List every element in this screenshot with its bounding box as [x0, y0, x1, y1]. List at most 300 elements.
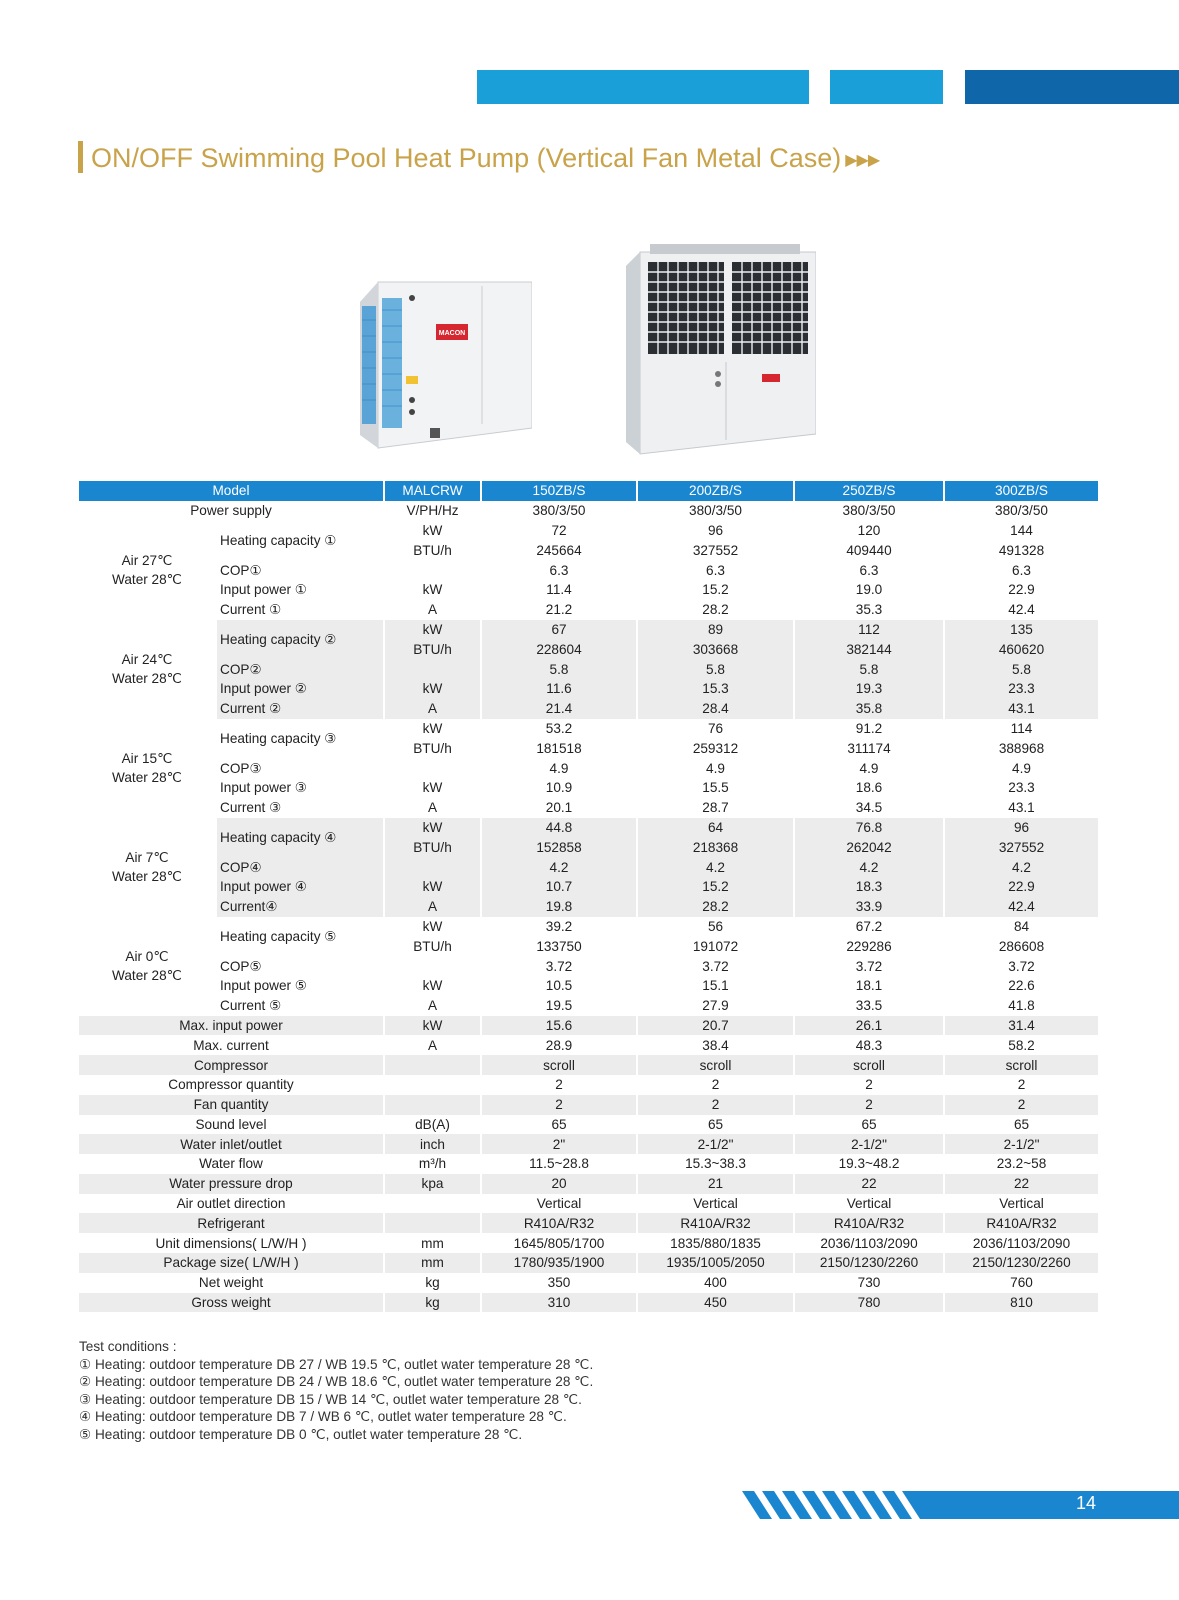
row-label: Water pressure drop	[79, 1174, 384, 1194]
header-cell: 200ZB/S	[637, 481, 794, 501]
table-cell: 20	[481, 1174, 637, 1194]
row-label: Heating capacity ③	[216, 719, 384, 759]
test-conditions-notes	[79, 1338, 593, 1444]
table-cell: 28.9	[481, 1035, 637, 1055]
table-cell: scroll	[944, 1055, 1098, 1075]
table-cell: 2	[794, 1095, 944, 1115]
unit-cell	[384, 560, 481, 580]
table-cell: 15.6	[481, 1016, 637, 1036]
table-cell: 22.6	[1008, 978, 1035, 994]
table-cell: 43.1	[1008, 800, 1035, 816]
table-cell: 112	[794, 620, 944, 640]
unit-cell: kW	[384, 1016, 481, 1036]
row-label: Net weight	[79, 1273, 384, 1293]
table-cell: 22.9	[1008, 582, 1035, 598]
condition-water: Water 28℃	[112, 572, 182, 588]
unit-cell	[384, 1075, 481, 1095]
table-cell: 18.3	[794, 877, 944, 897]
arrows-icon: ▶▶▶	[845, 152, 880, 169]
table-cell: 1645/805/1700	[481, 1233, 637, 1253]
table-cell: 2	[481, 1095, 637, 1115]
table-cell: 144	[1010, 522, 1033, 538]
table-cell: 22.9	[944, 877, 1098, 897]
table-cell: 4.2	[944, 857, 1098, 877]
unit-cell: A	[384, 1035, 481, 1055]
table-cell: 11.5~28.8	[481, 1154, 637, 1174]
row-label: Heating capacity ④	[216, 818, 384, 858]
unit-cell: kW	[384, 877, 481, 897]
table-row	[79, 580, 1098, 600]
table-cell: 28.4	[637, 699, 794, 719]
row-label: Package size( L/W/H )	[79, 1253, 384, 1273]
table-cell: 20.7	[637, 1016, 794, 1036]
table-cell: 11.4	[481, 580, 637, 600]
table-row	[79, 1174, 1098, 1194]
table-cell: 4.2	[637, 857, 794, 877]
table-row	[79, 1213, 1098, 1233]
row-label: Heating capacity ①	[216, 521, 384, 561]
condition-air: Air 0℃	[125, 949, 169, 965]
table-cell: 65	[794, 1115, 944, 1135]
table-cell: 133750	[481, 936, 637, 956]
unit-cell: BTU/h	[384, 936, 481, 956]
table-cell: 2	[481, 1075, 637, 1095]
table-cell: 15.2	[637, 580, 794, 600]
unit-cell: kW	[384, 976, 481, 996]
row-label: Max. current	[79, 1035, 384, 1055]
condition-cell	[79, 818, 216, 917]
unit-cell: BTU/h	[384, 738, 481, 758]
table-cell: 4.2	[481, 857, 637, 877]
table-cell: 15.2	[637, 877, 794, 897]
table-row	[79, 1134, 1098, 1154]
table-row	[79, 1035, 1098, 1055]
table-cell: 38.4	[637, 1035, 794, 1055]
header-cell: 150ZB/S	[481, 481, 637, 501]
table-cell: 35.3	[794, 600, 944, 620]
table-row	[79, 1154, 1098, 1174]
condition-air: Air 15℃	[121, 751, 173, 767]
table-cell: 15.1	[637, 976, 794, 996]
table-cell: 2	[944, 1095, 1098, 1115]
table-cell: 191072	[637, 936, 794, 956]
table-cell: 67.2	[794, 917, 944, 937]
table-row	[79, 758, 1098, 778]
condition-air: Air 24℃	[121, 652, 173, 668]
unit-cell	[384, 1213, 481, 1233]
table-cell: 245664	[481, 540, 637, 560]
table-cell: Vertical	[637, 1194, 794, 1214]
table-cell: 10.7	[481, 877, 637, 897]
table-cell: 42.4	[944, 897, 1098, 917]
condition-cell	[79, 917, 216, 1016]
table-cell: 400	[637, 1273, 794, 1293]
table-cell: 181518	[481, 738, 637, 758]
unit-cell: kW	[384, 580, 481, 600]
row-label: Sound level	[79, 1115, 384, 1135]
row-label: COP⑤	[216, 956, 384, 976]
table-cell: 76	[637, 719, 794, 739]
header-bar-right	[965, 70, 1179, 104]
table-cell: 67	[481, 620, 637, 640]
table-row	[79, 877, 1098, 897]
row-label: Current ②	[216, 699, 384, 719]
table-row	[79, 1075, 1098, 1095]
table-cell: 4.9	[637, 758, 794, 778]
table-cell: 229286	[794, 936, 944, 956]
table-row	[79, 818, 1098, 838]
table-row	[79, 1273, 1098, 1293]
heat-pump-unit-image-large	[626, 244, 816, 456]
table-cell: 327552	[944, 837, 1098, 857]
table-cell: V/PH/Hz	[384, 501, 481, 521]
table-cell: 23.3	[944, 679, 1098, 699]
row-label: Gross weight	[79, 1293, 384, 1313]
table-cell: 89	[637, 620, 794, 640]
unit-cell: kg	[384, 1293, 481, 1313]
table-cell: 6.3	[637, 560, 794, 580]
table-cell: 20.1	[481, 798, 637, 818]
row-label: Input power ①	[216, 580, 384, 600]
table-cell: 65	[637, 1115, 794, 1135]
table-cell: Vertical	[999, 1196, 1044, 1212]
table-cell: 114	[1010, 720, 1033, 736]
table-cell: 23.2~58	[996, 1156, 1047, 1172]
row-label: Water flow	[79, 1154, 384, 1174]
table-cell: 21.4	[481, 699, 637, 719]
table-row	[79, 560, 1098, 580]
table-cell: 310	[481, 1293, 637, 1313]
table-cell: 3.72	[481, 956, 637, 976]
table-cell: 41.8	[1008, 998, 1035, 1014]
table-cell: 11.6	[481, 679, 637, 699]
table-row	[79, 1115, 1098, 1135]
table-cell: 31.4	[944, 1016, 1098, 1036]
table-cell: 810	[944, 1293, 1098, 1313]
table-cell: 39.2	[481, 917, 637, 937]
row-label: Current ③	[216, 798, 384, 818]
table-cell: 42.4	[1008, 602, 1035, 618]
table-cell: 450	[637, 1293, 794, 1313]
row-label: Refrigerant	[79, 1213, 384, 1233]
table-row	[79, 897, 1098, 917]
table-row	[79, 699, 1098, 719]
row-label: Compressor quantity	[79, 1075, 384, 1095]
table-cell: 2	[1017, 1077, 1026, 1093]
table-cell: 3.72	[637, 956, 794, 976]
header-bar-middle	[830, 70, 943, 104]
table-cell: 26.1	[794, 1016, 944, 1036]
table-cell: 28.2	[637, 897, 794, 917]
table-cell: R410A/R32	[481, 1213, 637, 1233]
row-label: Heating capacity ②	[216, 620, 384, 660]
table-cell: 4.9	[794, 758, 944, 778]
table-cell: 760	[1010, 1275, 1033, 1291]
table-cell: 21.2	[481, 600, 637, 620]
unit-cell: A	[384, 600, 481, 620]
unit-cell: kW	[384, 778, 481, 798]
table-row	[79, 1253, 1098, 1273]
table-cell: 262042	[794, 837, 944, 857]
row-label: COP①	[216, 560, 384, 580]
row-label: Current④	[216, 897, 384, 917]
header-cell: MALCRW	[384, 481, 481, 501]
table-cell: 35.8	[794, 699, 944, 719]
row-label: COP②	[216, 659, 384, 679]
table-cell: Vertical	[794, 1194, 944, 1214]
row-label: COP④	[216, 857, 384, 877]
table-cell: 2	[637, 1075, 794, 1095]
table-row	[79, 719, 1098, 739]
table-cell: 1780/935/1900	[481, 1253, 637, 1273]
condition-water: Water 28℃	[112, 770, 182, 786]
table-row	[79, 917, 1098, 937]
table-row	[79, 1194, 1098, 1214]
table-cell: 2"	[481, 1134, 637, 1154]
table-cell: 6.3	[1012, 562, 1031, 578]
table-cell: 22	[944, 1174, 1098, 1194]
table-cell: 15.5	[637, 778, 794, 798]
table-cell: 388968	[998, 740, 1045, 756]
unit-cell	[384, 659, 481, 679]
table-cell: 28.2	[637, 600, 794, 620]
row-label: Max. input power	[79, 1016, 384, 1036]
table-cell: 259312	[637, 738, 794, 758]
table-cell: 2150/1230/2260	[794, 1253, 944, 1273]
table-cell: 2-1/2"	[637, 1134, 794, 1154]
table-cell: R410A/R32	[637, 1213, 794, 1233]
table-cell: 43.1	[944, 699, 1098, 719]
table-cell: 2	[794, 1075, 944, 1095]
unit-cell	[384, 758, 481, 778]
unit-cell: kW	[384, 818, 481, 838]
condition-cell	[79, 521, 216, 620]
table-cell: 15.3	[637, 679, 794, 699]
table-cell: 382144	[794, 639, 944, 659]
table-cell: 19.5	[481, 996, 637, 1016]
table-cell: 96	[944, 818, 1098, 838]
row-label: Water inlet/outlet	[79, 1134, 384, 1154]
table-row	[79, 1016, 1098, 1036]
table-row	[79, 956, 1098, 976]
table-row	[79, 996, 1098, 1016]
row-label: Heating capacity ⑤	[216, 917, 384, 957]
unit-cell: kW	[384, 620, 481, 640]
table-cell: 152858	[481, 837, 637, 857]
row-label: Input power ③	[216, 778, 384, 798]
header-bar-left	[477, 70, 809, 104]
table-cell: 380/3/50	[481, 501, 637, 521]
unit-cell: A	[384, 798, 481, 818]
table-cell: 5.8	[794, 659, 944, 679]
table-cell: 311174	[794, 738, 944, 758]
unit-cell: kpa	[384, 1174, 481, 1194]
table-cell: 3.72	[794, 956, 944, 976]
table-cell: 380/3/50	[995, 503, 1048, 519]
unit-cell	[384, 857, 481, 877]
table-cell: 3.72	[1008, 958, 1035, 974]
unit-cell: kW	[384, 521, 481, 541]
unit-cell: kg	[384, 1273, 481, 1293]
note-line: ③ Heating: outdoor temperature DB 15 / WB 14 ℃, outlet water temperature 28 ℃.	[79, 1391, 582, 1407]
table-cell: 2036/1103/2090	[972, 1235, 1071, 1251]
table-cell: 34.5	[794, 798, 944, 818]
unit-cell: kW	[384, 679, 481, 699]
table-row	[79, 600, 1098, 620]
unit-cell: A	[384, 996, 481, 1016]
table-cell: 84	[1013, 918, 1030, 934]
table-header-row	[79, 481, 1098, 501]
table-cell: 5.8	[944, 659, 1098, 679]
header-cell: Model	[79, 481, 384, 501]
table-cell: R410A/R32	[794, 1213, 944, 1233]
table-cell: 19.8	[481, 897, 637, 917]
table-cell: 2-1/2"	[944, 1134, 1098, 1154]
table-cell: 2150/1230/2260	[944, 1253, 1098, 1273]
table-cell: 327552	[637, 540, 794, 560]
unit-cell: A	[384, 699, 481, 719]
table-cell: scroll	[794, 1055, 944, 1075]
note-line: ④ Heating: outdoor temperature DB 7 / WB 6 ℃, outlet water temperature 28 ℃.	[79, 1409, 567, 1425]
unit-cell	[384, 1095, 481, 1115]
table-cell: 2	[637, 1095, 794, 1115]
table-cell: 228604	[481, 639, 637, 659]
table-cell: 76.8	[794, 818, 944, 838]
row-label: Fan quantity	[79, 1095, 384, 1115]
note-line: ⑤ Heating: outdoor temperature DB 0 ℃, outlet water temperature 28 ℃.	[79, 1426, 523, 1442]
row-label: Input power ②	[216, 679, 384, 699]
table-cell: 10.5	[481, 976, 637, 996]
table-cell: 53.2	[481, 719, 637, 739]
table-row	[79, 857, 1098, 877]
table-row	[79, 976, 1098, 996]
table-cell: Vertical	[481, 1194, 637, 1214]
table-cell: 2-1/2"	[794, 1134, 944, 1154]
table-row	[79, 501, 1098, 521]
table-cell: 56	[637, 917, 794, 937]
table-row	[79, 1055, 1098, 1075]
row-label: Unit dimensions( L/W/H )	[79, 1233, 384, 1253]
table-cell: 286608	[998, 938, 1045, 954]
table-cell: 44.8	[481, 818, 637, 838]
row-label: Current ①	[216, 600, 384, 620]
table-cell: 64	[637, 818, 794, 838]
condition-cell	[79, 620, 216, 719]
table-cell: 380/3/50	[637, 501, 794, 521]
table-cell: 22	[794, 1174, 944, 1194]
table-cell: 4.9	[1012, 760, 1031, 776]
table-row	[79, 1233, 1098, 1253]
table-row	[79, 620, 1098, 640]
table-row	[79, 778, 1098, 798]
row-label: Air outlet direction	[79, 1194, 384, 1214]
condition-air: Air 27℃	[121, 553, 173, 569]
table-cell: 120	[794, 521, 944, 541]
unit-cell: kW	[384, 719, 481, 739]
page-title: ON/OFF Swimming Pool Heat Pump (Vertical Fan Metal Case) ▶▶▶	[78, 141, 879, 174]
notes-heading: Test conditions :	[79, 1339, 177, 1354]
condition-water: Water 28℃	[112, 671, 182, 687]
table-cell: 19.3	[794, 679, 944, 699]
table-cell: 491328	[998, 542, 1045, 558]
table-cell: 48.3	[794, 1035, 944, 1055]
condition-air: Air 7℃	[125, 850, 169, 866]
table-cell: 28.7	[637, 798, 794, 818]
table-cell: 4.9	[481, 758, 637, 778]
unit-cell: A	[384, 897, 481, 917]
unit-cell: BTU/h	[384, 540, 481, 560]
table-cell: 19.0	[794, 580, 944, 600]
table-cell: 1935/1005/2050	[637, 1253, 794, 1273]
table-cell: 409440	[794, 540, 944, 560]
table-cell: 730	[794, 1273, 944, 1293]
table-cell: 65	[481, 1115, 637, 1135]
table-cell: 58.2	[1008, 1037, 1035, 1053]
table-row	[79, 679, 1098, 699]
spec-table	[79, 481, 1098, 1312]
table-cell: 1835/880/1835	[637, 1233, 794, 1253]
note-line: ② Heating: outdoor temperature DB 24 / WB 18.6 ℃, outlet water temperature 28 ℃.	[79, 1374, 594, 1390]
heat-pump-unit-image-small	[360, 280, 532, 452]
condition-water: Water 28℃	[112, 869, 182, 885]
table-cell: 96	[637, 521, 794, 541]
table-cell: 350	[481, 1273, 637, 1293]
table-cell: 72	[481, 521, 637, 541]
table-row	[79, 521, 1098, 541]
unit-cell: mm	[384, 1253, 481, 1273]
table-cell: 780	[794, 1293, 944, 1313]
unit-cell: BTU/h	[384, 639, 481, 659]
table-cell: 2036/1103/2090	[794, 1233, 944, 1253]
table-cell: 19.3~48.2	[794, 1154, 944, 1174]
row-label: Power supply	[79, 501, 384, 521]
table-cell: 460620	[944, 639, 1098, 659]
table-cell: 23.3	[1008, 780, 1035, 796]
unit-cell: m³/h	[384, 1154, 481, 1174]
table-cell: 6.3	[794, 560, 944, 580]
table-row	[79, 659, 1098, 679]
unit-cell: dB(A)	[384, 1115, 481, 1135]
unit-cell	[384, 956, 481, 976]
table-cell: 380/3/50	[794, 501, 944, 521]
table-cell: 4.2	[794, 857, 944, 877]
table-row	[79, 1293, 1098, 1313]
table-cell: 5.8	[481, 659, 637, 679]
table-cell: 6.3	[481, 560, 637, 580]
table-cell: 135	[944, 620, 1098, 640]
table-cell: 65	[1013, 1116, 1030, 1132]
unit-cell	[384, 1194, 481, 1214]
brand-logo: MACON	[438, 330, 466, 337]
table-cell: 218368	[637, 837, 794, 857]
page-number: 14	[1076, 1493, 1097, 1513]
unit-cell: kW	[384, 917, 481, 937]
row-label: Compressor	[79, 1055, 384, 1075]
table-cell: 18.1	[794, 976, 944, 996]
table-cell: scroll	[637, 1055, 794, 1075]
row-label: Current ⑤	[216, 996, 384, 1016]
row-label: COP③	[216, 758, 384, 778]
table-cell: 33.9	[794, 897, 944, 917]
unit-cell: inch	[384, 1134, 481, 1154]
unit-cell: BTU/h	[384, 837, 481, 857]
table-cell: R410A/R32	[944, 1213, 1098, 1233]
table-cell: 10.9	[481, 778, 637, 798]
footer-band	[0, 1491, 1179, 1519]
condition-cell	[79, 719, 216, 818]
table-cell: 18.6	[794, 778, 944, 798]
table-row	[79, 1095, 1098, 1115]
